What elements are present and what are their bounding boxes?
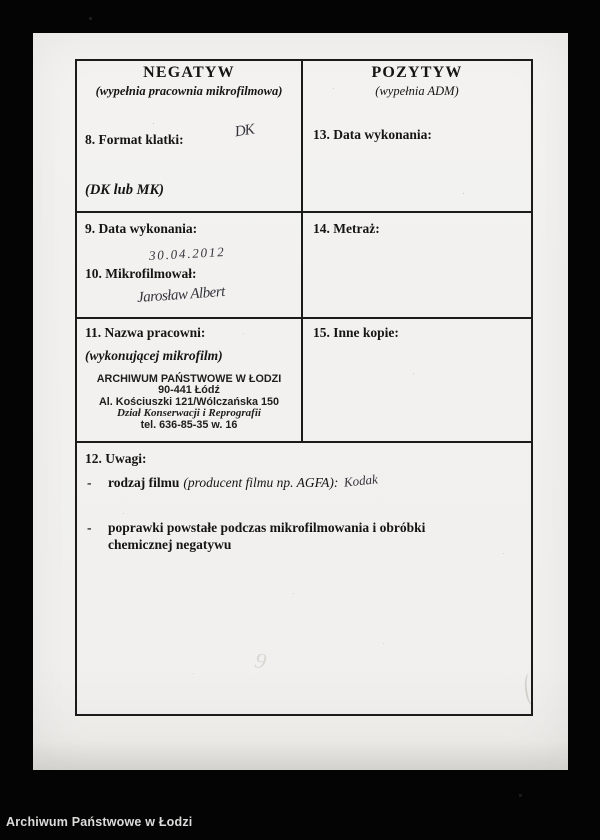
field-14-label: 14. Metraż:	[313, 221, 380, 236]
table-row	[77, 319, 531, 443]
scan-speckles	[33, 33, 34, 34]
uwagi-film-type-handwritten-value: Kodak	[343, 471, 379, 490]
cell-negatyw-header	[77, 61, 303, 211]
field-15-label: 15. Inne kopie:	[313, 325, 399, 340]
uwagi-film-type-italic: (producent filmu np. AGFA):	[183, 475, 339, 490]
signature-handwriting: Jarosław Albert	[136, 283, 226, 307]
stamp-line-postal-code: 90-441 Łódź	[158, 384, 220, 397]
pozytyw-title: POZYTYW	[371, 64, 463, 81]
negatyw-subtitle: (wypełnia pracownia mikrofilmowa)	[95, 84, 283, 98]
document-paper	[33, 33, 568, 770]
field-8-handwritten-value: DK	[233, 121, 255, 141]
stamp-line-department: Dział Konserwacji i Reprografii	[117, 407, 261, 420]
uwagi-item-film-type	[87, 471, 379, 491]
pozytyw-subtitle: (wypełnia ADM)	[375, 84, 459, 98]
microfilm-form-table	[75, 59, 533, 716]
stamp-line-street: Al. Kościuszki 121/Wólczańska 150	[98, 395, 280, 408]
uwagi-item-text	[108, 471, 379, 491]
table-row	[77, 213, 531, 319]
uwagi-film-type-bold: rodzaj filmu	[108, 475, 180, 490]
bullet-dash: -	[87, 520, 92, 535]
cell-pozytyw-header	[303, 61, 531, 211]
footer-caption: Archiwum Państwowe w Łodzi	[6, 815, 193, 829]
uwagi-item-text	[108, 519, 487, 553]
field-11-sublabel: (wykonującej mikrofilm)	[85, 348, 223, 363]
uwagi-item-corrections	[87, 519, 487, 553]
dust-specks	[0, 0, 1, 1]
table-row	[77, 61, 531, 213]
cell-field-14	[303, 213, 531, 317]
field-9-handwritten-date: 30.04.2012	[148, 244, 226, 263]
cell-field-9-10	[77, 213, 303, 317]
field-8-hint: (DK lub MK)	[85, 182, 164, 198]
negatyw-title: NEGATYW	[143, 64, 235, 81]
table-row	[77, 443, 531, 714]
cell-field-11	[77, 319, 303, 441]
stamp-line-archive-name: ARCHIWUM PAŃSTWOWE W ŁODZI	[96, 373, 282, 385]
field-11-label: 11. Nazwa pracowni:	[85, 325, 206, 340]
field-9-label: 9. Data wykonania:	[85, 221, 198, 236]
field-10-label: 10. Mikrofilmował:	[85, 266, 197, 281]
archive-address-stamp	[77, 374, 301, 431]
stamp-line-phone: tel. 636-85-35 w. 16	[140, 418, 238, 431]
scan-artifact-ghost-digit: 9	[252, 647, 269, 674]
field-8-label: 8. Format klatki:	[85, 132, 184, 147]
uwagi-corrections-bold: poprawki powstałe podczas mikrofilmowania i obróbki chemicznej negatywu	[108, 520, 426, 552]
cell-field-15	[303, 319, 531, 441]
bullet-dash: -	[87, 475, 92, 490]
cell-field-12	[77, 443, 531, 714]
field-12-label: 12. Uwagi:	[85, 451, 147, 466]
field-13-label: 13. Data wykonania:	[313, 127, 432, 142]
